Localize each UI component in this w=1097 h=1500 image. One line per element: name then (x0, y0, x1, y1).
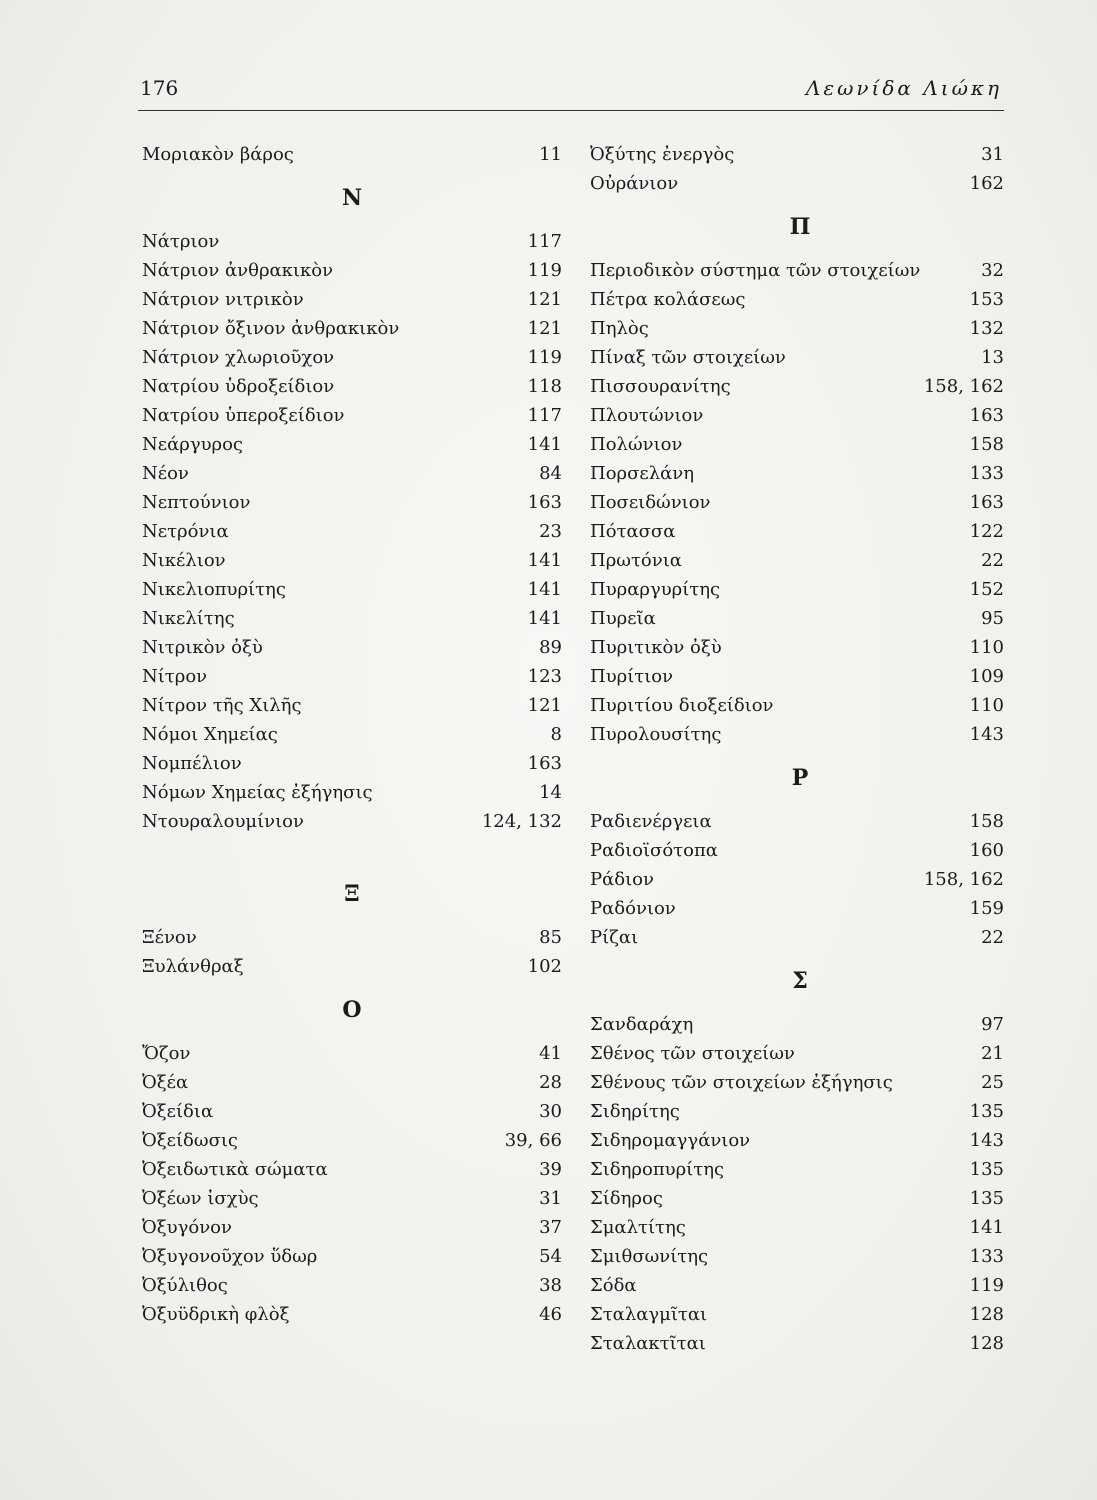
index-term: Νίτρον (142, 666, 208, 687)
index-entry (590, 604, 1010, 633)
page-reference: 119 (527, 260, 562, 281)
index-term: Ραδόνιον (590, 898, 676, 919)
index-entry (142, 314, 562, 343)
index-term: Σιδηρομαγγάνιον (590, 1130, 751, 1151)
index-term: Περιοδικὸν σύστημα τῶν στοιχείων (590, 260, 921, 281)
index-term: Νατρίου ὑδροξείδιον (142, 376, 335, 397)
index-entry (142, 488, 562, 517)
index-entry (590, 401, 1010, 430)
index-entry (142, 662, 562, 691)
page-reference: 39 (539, 1159, 562, 1180)
page-reference: 8 (550, 724, 562, 745)
index-term: Νάτριον ὄξινον ἀνθρακικὸν (142, 318, 400, 339)
page-reference: 143 (969, 724, 1004, 745)
page-reference: 121 (527, 289, 562, 310)
page-reference: 95 (981, 608, 1004, 629)
index-term: Νεπτούνιον (142, 492, 251, 513)
index-term: Σιδηροπυρίτης (590, 1159, 725, 1180)
index-term: Νικέλιον (142, 550, 226, 571)
index-term: Ὀξείδια (142, 1101, 214, 1122)
index-entry (142, 720, 562, 749)
index-term: Νόμοι Χημείας (142, 724, 278, 745)
index-entry (142, 807, 562, 836)
page-number: 176 (140, 76, 179, 100)
index-entry (142, 1184, 562, 1213)
index-term: Ραδιοϊσότοπα (590, 840, 718, 861)
index-term: Σταλαγμῖται (590, 1304, 708, 1325)
index-term: Ὀξειδωτικὰ σώματα (142, 1159, 328, 1180)
index-term: Ὀξύλιθος (142, 1275, 228, 1296)
index-term: Οὐράνιον (590, 173, 679, 194)
page-reference: 119 (969, 1275, 1004, 1296)
index-term: Νάτριον χλωριοῦχον (142, 347, 335, 368)
index-entry (142, 952, 562, 981)
index-entry (590, 1039, 1010, 1068)
index-term: Πυραργυρίτης (590, 579, 721, 600)
page-reference: 14 (539, 782, 562, 803)
page-reference: 39, 66 (504, 1130, 562, 1151)
index-entry (590, 720, 1010, 749)
index-term: Σιδηρίτης (590, 1101, 680, 1122)
page-reference: 163 (969, 405, 1004, 426)
index-entry (142, 256, 562, 285)
index-entry (142, 430, 562, 459)
page-reference: 128 (969, 1333, 1004, 1354)
index-term: Πισσουρανίτης (590, 376, 731, 397)
index-term: Ὀξυγονοῦχον ὕδωρ (142, 1246, 318, 1267)
page-reference: 121 (527, 318, 562, 339)
page-reference: 41 (539, 1043, 562, 1064)
page-reference: 160 (969, 840, 1004, 861)
index-entry (142, 546, 562, 575)
index-entry (142, 1068, 562, 1097)
page-reference: 158, 162 (923, 376, 1004, 397)
index-term: Νόμων Χημείας ἐξήγησις (142, 782, 373, 803)
index-entry (590, 1126, 1010, 1155)
index-entry (142, 372, 562, 401)
index-entry (590, 314, 1010, 343)
page-reference: 84 (539, 463, 562, 484)
index-term: Πυρίτιον (590, 666, 674, 687)
section-letter: Ρ (791, 765, 809, 791)
page-reference: 38 (539, 1275, 562, 1296)
index-term: Πλουτώνιον (590, 405, 704, 426)
page-reference: 124, 132 (481, 811, 562, 832)
index-entry (590, 256, 1010, 285)
index-term: Νικελιοπυρίτης (142, 579, 286, 600)
index-entry (590, 836, 1010, 865)
page-reference: 109 (969, 666, 1004, 687)
index-term: Ὀξέα (142, 1072, 189, 1093)
page-reference: 141 (527, 579, 562, 600)
page-reference: 110 (969, 695, 1004, 716)
index-column-left (142, 140, 562, 1329)
page-reference: 46 (539, 1304, 562, 1325)
index-entry (590, 1010, 1010, 1039)
index-term: Νάτριον νιτρικὸν (142, 289, 304, 310)
index-entry (142, 604, 562, 633)
page-reference: 122 (969, 521, 1004, 542)
page-reference: 117 (527, 405, 562, 426)
index-entry (142, 227, 562, 256)
index-term: Νάτριον ἀνθρακικὸν (142, 260, 334, 281)
index-entry (590, 807, 1010, 836)
index-term: Ὀξυγόνον (142, 1217, 232, 1238)
index-term: Ποσειδώνιον (590, 492, 711, 513)
page-reference: 110 (969, 637, 1004, 658)
index-entry (590, 1242, 1010, 1271)
index-term: Νατρίου ὑπεροξείδιον (142, 405, 345, 426)
page-reference: 141 (527, 434, 562, 455)
page-reference: 118 (527, 376, 562, 397)
index-entry (590, 894, 1010, 923)
page-reference: 117 (527, 231, 562, 252)
page-reference: 85 (539, 927, 562, 948)
page-reference: 159 (969, 898, 1004, 919)
index-entry (142, 749, 562, 778)
page-reference: 158 (969, 434, 1004, 455)
page-reference: 153 (969, 289, 1004, 310)
index-entry (142, 517, 562, 546)
index-entry (142, 1097, 562, 1126)
page-reference: 54 (539, 1246, 562, 1267)
index-term: Νίτρον τῆς Χιλῆς (142, 695, 302, 716)
index-term: Σίδηρος (590, 1188, 663, 1209)
index-term: Ραδιενέργεια (590, 811, 712, 832)
index-entry (590, 1300, 1010, 1329)
page-reference: 25 (981, 1072, 1004, 1093)
index-entry (590, 488, 1010, 517)
index-entry (142, 1155, 562, 1184)
index-entry (590, 1271, 1010, 1300)
page-reference: 135 (969, 1188, 1004, 1209)
page-reference: 97 (981, 1014, 1004, 1035)
index-term: Ὄζον (142, 1043, 191, 1064)
index-term: Ὀξυϋδρικὴ φλὸξ (142, 1304, 290, 1325)
page-reference: 158, 162 (923, 869, 1004, 890)
index-term: Ντουραλουμίνιον (142, 811, 304, 832)
page-reference: 21 (981, 1043, 1004, 1064)
page-reference: 162 (969, 173, 1004, 194)
page-reference: 158 (969, 811, 1004, 832)
index-entry (590, 662, 1010, 691)
page-reference: 22 (981, 927, 1004, 948)
index-entry (142, 1213, 562, 1242)
index-term: Σθένους τῶν στοιχείων ἐξήγησις (590, 1072, 893, 1093)
index-column-right (590, 140, 1010, 1358)
index-term: Πότασσα (590, 521, 676, 542)
index-entry (590, 1155, 1010, 1184)
page-reference: 31 (539, 1188, 562, 1209)
page-reference: 102 (527, 956, 562, 977)
index-entry (142, 285, 562, 314)
index-term: Πυρολουσίτης (590, 724, 722, 745)
page-reference: 23 (539, 521, 562, 542)
index-entry (142, 691, 562, 720)
page-reference: 132 (969, 318, 1004, 339)
index-entry (142, 1126, 562, 1155)
page-reference: 89 (539, 637, 562, 658)
page-reference: 163 (527, 492, 562, 513)
index-entry (142, 459, 562, 488)
index-entry (590, 343, 1010, 372)
page-reference: 141 (527, 608, 562, 629)
index-entry (590, 691, 1010, 720)
index-entry (590, 459, 1010, 488)
index-term: Μοριακὸν βάρος (142, 144, 294, 165)
index-term: Πολώνιον (590, 434, 683, 455)
index-term: Σόδα (590, 1275, 637, 1296)
index-term: Νετρόνια (142, 521, 229, 542)
section-letter: Ο (342, 997, 362, 1023)
index-term: Νέον (142, 463, 189, 484)
page-reference: 119 (527, 347, 562, 368)
section-letter: Σ (792, 968, 808, 994)
index-entry (590, 169, 1010, 198)
index-entry (142, 1242, 562, 1271)
page-reference: 32 (981, 260, 1004, 281)
index-term: Σθένος τῶν στοιχείων (590, 1043, 795, 1064)
page-reference: 13 (981, 347, 1004, 368)
index-entry (142, 1039, 562, 1068)
index-term: Ξένον (142, 927, 197, 948)
page-reference: 22 (981, 550, 1004, 571)
page-reference: 141 (527, 550, 562, 571)
page-reference: 152 (969, 579, 1004, 600)
page-reference: 141 (969, 1217, 1004, 1238)
page-reference: 135 (969, 1101, 1004, 1122)
index-entry (590, 633, 1010, 662)
page-reference: 30 (539, 1101, 562, 1122)
index-entry (590, 517, 1010, 546)
section-letter: Π (789, 214, 811, 240)
page-reference: 123 (527, 666, 562, 687)
page-reference: 37 (539, 1217, 562, 1238)
page-reference: 163 (969, 492, 1004, 513)
index-term: Πρωτόνια (590, 550, 682, 571)
index-entry (590, 923, 1010, 952)
index-entry (142, 401, 562, 430)
index-term: Ράδιον (590, 869, 654, 890)
index-entry (590, 430, 1010, 459)
index-term: Πυριτικὸν ὀξὺ (590, 637, 722, 658)
spacer (142, 836, 562, 865)
index-entry (590, 372, 1010, 401)
index-entry (590, 1213, 1010, 1242)
index-entry (142, 923, 562, 952)
index-term: Νιτρικὸν ὀξὺ (142, 637, 263, 658)
index-entry (142, 633, 562, 662)
index-entry (142, 575, 562, 604)
index-entry (590, 1068, 1010, 1097)
index-term: Ὀξύτης ἐνεργὸς (590, 144, 735, 165)
section-letter: Ξ (344, 881, 360, 907)
index-term: Πυριτίου διοξείδιον (590, 695, 774, 716)
index-term: Πέτρα κολάσεως (590, 289, 746, 310)
index-term: Ὀξέων ἰσχὺς (142, 1188, 259, 1209)
running-head: Λεωνίδα Λιώκη (805, 76, 1002, 100)
index-entry (590, 1097, 1010, 1126)
page-reference: 163 (527, 753, 562, 774)
page-header (140, 76, 1002, 106)
page-reference: 133 (969, 463, 1004, 484)
index-term: Σταλακτῖται (590, 1333, 706, 1354)
index-term: Σμιθσωνίτης (590, 1246, 709, 1267)
page-reference: 11 (539, 144, 562, 165)
index-term: Σανδαράχη (590, 1014, 694, 1035)
page-reference: 128 (969, 1304, 1004, 1325)
page-reference: 133 (969, 1246, 1004, 1267)
index-term: Νεάργυρος (142, 434, 244, 455)
page-reference: 121 (527, 695, 562, 716)
page-reference: 28 (539, 1072, 562, 1093)
index-entry (142, 140, 562, 169)
page-reference: 31 (981, 144, 1004, 165)
index-term: Ξυλάνθραξ (142, 956, 244, 977)
index-entry (590, 140, 1010, 169)
index-entry (142, 1300, 562, 1329)
index-entry (590, 1184, 1010, 1213)
index-entry (590, 546, 1010, 575)
page-reference: 143 (969, 1130, 1004, 1151)
index-entry (590, 285, 1010, 314)
index-entry (142, 1271, 562, 1300)
index-term: Σμαλτίτης (590, 1217, 686, 1238)
page-reference: 135 (969, 1159, 1004, 1180)
index-term: Ὀξείδωσις (142, 1130, 238, 1151)
index-entry (590, 865, 1010, 894)
index-term: Πυρεῖα (590, 608, 656, 629)
index-term: Νικελίτης (142, 608, 235, 629)
index-entry (142, 343, 562, 372)
index-term: Πίναξ τῶν στοιχείων (590, 347, 786, 368)
section-letter: Ν (341, 185, 363, 211)
header-rule (138, 110, 1004, 111)
index-term: Πηλὸς (590, 318, 649, 339)
index-term: Πορσελάνη (590, 463, 695, 484)
index-term: Νομπέλιον (142, 753, 242, 774)
index-term: Ρίζαι (590, 927, 639, 948)
index-entry (590, 575, 1010, 604)
index-entry (142, 778, 562, 807)
index-term: Νάτριον (142, 231, 220, 252)
index-entry (590, 1329, 1010, 1358)
